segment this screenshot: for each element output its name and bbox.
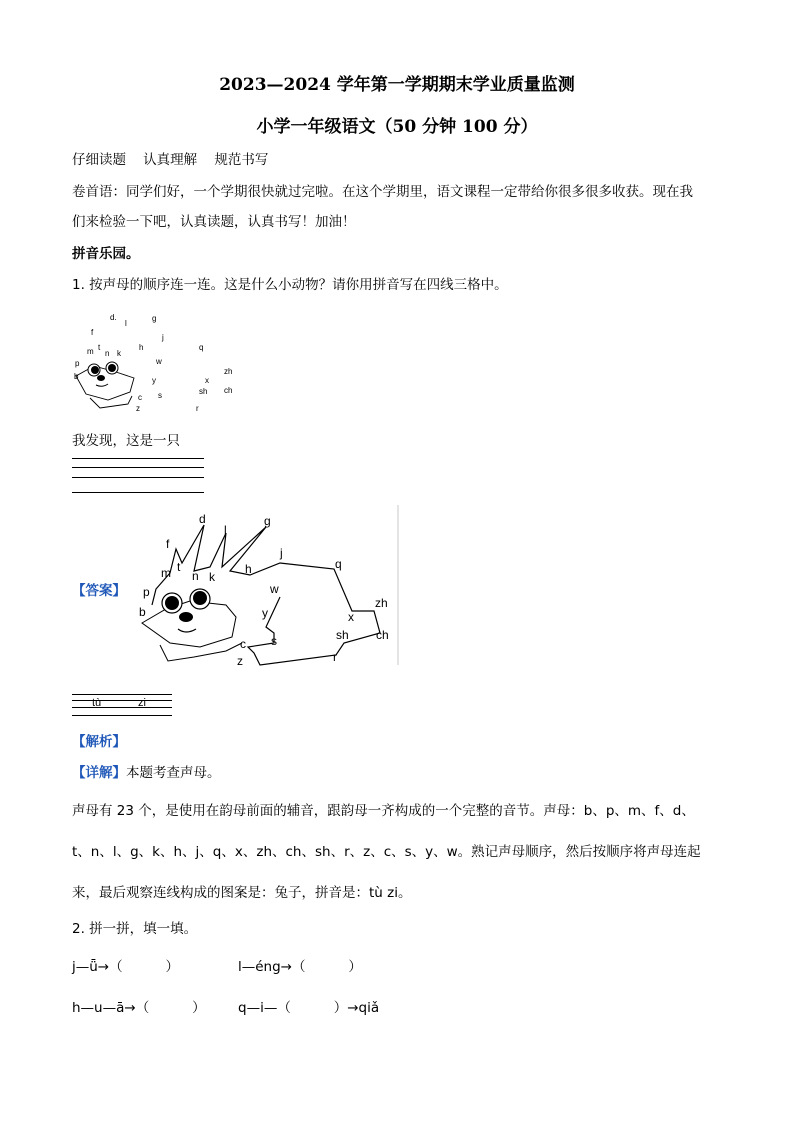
- answer-letter: y: [262, 606, 268, 620]
- answer-letter: z: [237, 654, 243, 668]
- pinyin-item-1: j—ǖ→（ ）: [72, 959, 180, 975]
- puzzle-letter: m: [87, 347, 94, 356]
- puzzle-letter: zh: [224, 367, 233, 376]
- answer-letter: p: [143, 585, 150, 599]
- answer-letter: c: [240, 637, 246, 651]
- puzzle-letter: w: [156, 357, 162, 366]
- answer-letter: j: [280, 546, 283, 560]
- puzzle-letter: sh: [199, 387, 208, 396]
- exam-subtitle: 小学一年级语文（50 分钟 100 分）: [256, 117, 538, 137]
- answer-pinyin-zi: zi: [138, 697, 146, 709]
- writing-line: [72, 467, 204, 468]
- answer-figure: [130, 505, 402, 670]
- answer-letter: zh: [375, 596, 388, 610]
- question-2: 2. 拼一拼，填一填。: [72, 921, 198, 937]
- answer-letter: s: [271, 634, 277, 648]
- answer-letter: g: [264, 514, 271, 528]
- puzzle-letter: r: [196, 404, 199, 413]
- section-heading: 拼音乐园。: [72, 246, 140, 262]
- answer-letter: f: [166, 537, 170, 551]
- puzzle-letter: s: [158, 391, 162, 400]
- preface-line-1: 卷首语：同学们好，一个学期很快就过完啦。在这个学期里，语文课程一定带给你很多很多收获。现在我: [72, 184, 693, 200]
- detail-line: [72, 764, 221, 782]
- answer-pinyin-tu: tù: [92, 697, 102, 709]
- detail-text: 本题考查声母。: [126, 765, 221, 781]
- puzzle-letter: z: [136, 404, 140, 413]
- answer-label: 【答案】: [72, 583, 126, 599]
- puzzle-letter: t: [98, 343, 101, 352]
- explanation-line-3: 来，最后观察连线构成的图案是：兔子，拼音是：tù zi。: [72, 885, 412, 901]
- answer-letter: b: [139, 605, 146, 619]
- preface-line-2: 们来检验一下吧，认真读题，认真书写！加油！: [72, 214, 356, 230]
- pinyin-grid-line: [72, 715, 172, 716]
- puzzle-letter: ch: [224, 386, 233, 395]
- answer-letter: l: [224, 523, 227, 537]
- puzzle-letter: c: [138, 393, 142, 402]
- puzzle-letter: f: [91, 328, 94, 337]
- puzzle-letter: d.: [110, 313, 117, 322]
- answer-letter: t: [177, 560, 181, 574]
- answer-letter: x: [348, 610, 354, 624]
- answer-letter: r: [333, 650, 337, 664]
- puzzle-letter: p: [75, 359, 80, 368]
- puzzle-letter: b: [74, 372, 79, 381]
- puzzle-letter: h: [139, 343, 144, 352]
- answer-letter: q: [335, 557, 342, 571]
- puzzle-letter: x: [205, 376, 209, 385]
- question-1: 1. 按声母的顺序连一连。这是什么小动物？请你用拼音写在四线三格中。: [72, 277, 508, 293]
- puzzle-letter: y: [152, 376, 156, 385]
- answer-letter: ch: [376, 628, 389, 642]
- exam-title: 2023—2024 学年第一学期期末学业质量监测: [219, 75, 575, 95]
- answer-letter: h: [245, 562, 252, 576]
- detail-label: 【详解】: [72, 765, 126, 781]
- explanation-line-1: 声母有 23 个，是使用在韵母前面的辅音，跟韵母一齐构成的一个完整的音节。声母：b、p、m、f、d、: [72, 803, 695, 819]
- motto: 仔细读题 认真理解 规范书写: [72, 152, 269, 168]
- puzzle-letter: g: [152, 314, 157, 323]
- found-text: 我发现，这是一只: [72, 433, 180, 449]
- answer-letter: w: [270, 582, 279, 596]
- puzzle-letter: k: [117, 349, 121, 358]
- answer-letter: d: [199, 512, 206, 526]
- pinyin-grid-line: [72, 707, 172, 708]
- dot-puzzle-figure: [72, 308, 242, 418]
- pinyin-item-3: h—u—ā→（ ）: [72, 1000, 206, 1016]
- writing-line: [72, 477, 204, 478]
- puzzle-letter: j: [162, 333, 164, 342]
- answer-letter: k: [209, 570, 215, 584]
- explanation-line-2: t、n、l、g、k、h、j、q、x、zh、ch、sh、r、z、c、s、y、w。熟记声母顺序，然后按顺序将声母连起: [72, 844, 701, 860]
- pinyin-item-2: l—éng→（ ）: [238, 959, 362, 975]
- writing-line: [72, 492, 204, 493]
- puzzle-letter: l: [125, 319, 127, 328]
- answer-letter: sh: [336, 628, 349, 642]
- pinyin-grid-line: [72, 694, 172, 695]
- puzzle-letter: q: [199, 343, 204, 352]
- pinyin-item-4: q—i—（ ）→qiǎ: [238, 1000, 380, 1016]
- analysis-label: 【解析】: [72, 734, 126, 750]
- answer-letter: n: [192, 569, 199, 583]
- puzzle-letter: n: [105, 349, 110, 358]
- pinyin-grid-line: [72, 700, 172, 701]
- answer-letter: m: [161, 566, 171, 580]
- writing-line: [72, 458, 204, 459]
